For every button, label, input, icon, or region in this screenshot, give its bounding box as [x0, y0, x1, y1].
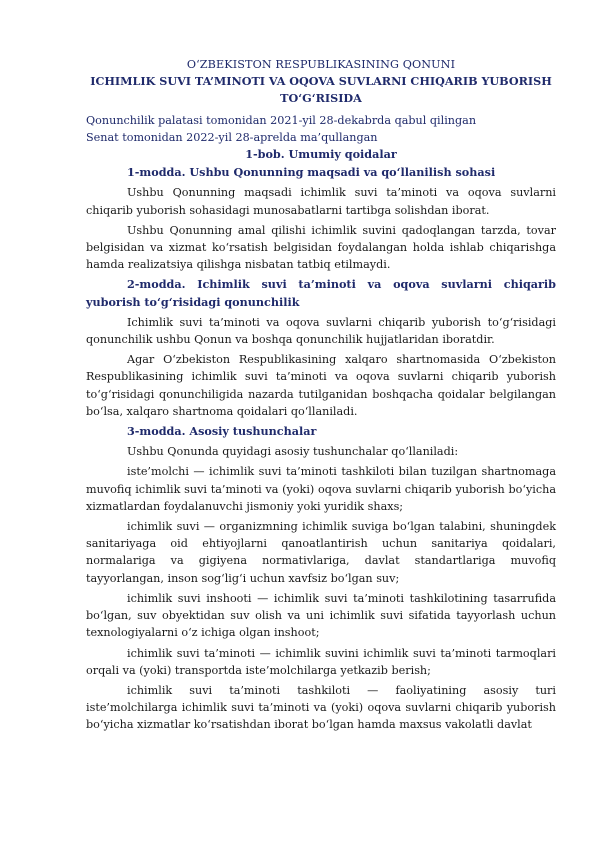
- definition-paragraph: ichimlik suvi ta’minoti tashkiloti — faoliyatining asosiy turi iste’molchilarga ichimlik suvi ta’minoti va (yoki) oqova suvlarni chiqarib yuborish bo‘yicha xizmatlar ko‘rsatishdan iborat bo‘lgan hamda maxsus vakolatli davlat: [86, 683, 556, 732]
- definition-paragraph: iste’molchi — ichimlik suvi ta’minoti tashkiloti bilan tuzilgan shartnomaga muvofiq ichimlik suvi ta’minoti va (yoki) oqova suvlarni chiqarib yuborish bo‘yicha xizmatlardan foydalanuvchi jismoniy yoki yuridik shaxs;: [86, 465, 556, 513]
- article-2-paragraph: Ichimlik suvi ta’minoti va oqova suvlarni chiqarib yuborish to‘g‘risidagi qonunchilik ushbu Qonun va boshqa qonunchilik hujjatlaridan iboratdir.: [86, 315, 556, 347]
- article-2-paragraph: Agar O‘zbekiston Respublikasining xalqaro shartnomasida O‘zbekiston Respublikasining ichimlik suvi ta’minoti va oqova suvlarni chiqarib yuborish to‘g‘risidagi qonunchiligida nazarda tutilganidan boshqacha qoidalar belgilangan bo‘lsa, xalqaro shartnoma qoidalari qo‘llaniladi.: [86, 353, 556, 418]
- definition-paragraph: ichimlik suvi ta’minoti — ichimlik suvini ichimlik suvi ta’minoti tarmoqlari orqali va (yoki) transportda iste’molchilarga yetkazib berish;: [86, 646, 556, 677]
- article-3-title: 3-modda. Asosiy tushunchalar: [127, 424, 317, 439]
- article-3-paragraph: Ushbu Qonunda quyidagi asosiy tushunchalar qo‘llaniladi:: [127, 445, 459, 459]
- article-1-paragraph: Ushbu Qonunning maqsadi ichimlik suvi ta’minoti va oqova suvlarni chiqarib yuborish sohasidagi munosabatlarni tartibga solishdan iborat.: [86, 186, 556, 217]
- article-2-title: 2-modda. Ichimlik suvi ta’minoti va oqova suvlarni chiqarib yuborish to‘g‘risidagi qonunchilik: [86, 277, 556, 309]
- law-title: ICHIMLIK SUVI TA’MINOTI VA OQOVA SUVLARNI CHIQARIB YUBORISH TO‘G‘RISIDA: [90, 74, 552, 106]
- adoption-note: Qonunchilik palatasi tomonidan 2021-yil 28-dekabrda qabul qilingan: [86, 113, 477, 127]
- definition-paragraph: ichimlik suvi — organizmning ichimlik suviga bo‘lgan talabini, shuningdek sanitariyaga oid ehtiyojlarni qanoatlantirish uchun sanitariya qoidalari, normalariga va gigiyena normativlariga, davlat standartlariga muvofiq tayyorlangan, inson sog‘lig‘i uchun xavfsiz bo‘lgan suv;: [86, 520, 556, 585]
- article-1-title: 1-modda. Ushbu Qonunning maqsadi va qo‘llanilish sohasi: [127, 165, 496, 180]
- law-label: O‘ZBEKISTON RESPUBLIKASINING QONUNI: [186, 58, 456, 71]
- definition-paragraph: ichimlik suvi inshooti — ichimlik suvi ta’minoti tashkilotining tasarrufida bo‘lgan, suv obyektidan suv olish va uni ichimlik suvi sifatida tayyorlash uchun texnologiyalarni o‘z ichiga olgan inshoot;: [86, 591, 556, 640]
- chapter-heading: 1-bob. Umumiy qoidalar: [245, 147, 397, 162]
- document-page: [86, 56, 556, 734]
- approval-note: Senat tomonidan 2022-yil 28-aprelda ma’qullangan: [86, 130, 378, 144]
- article-1-paragraph: Ushbu Qonunning amal qilishi ichimlik suvini qadoqlangan tarzda, tovar belgisidan va xizmat ko‘rsatish belgisidan foydalangan holda ishlab chiqarishga hamda realizatsiya qilishga nisbatan tatbiq etilmaydi.: [86, 223, 556, 272]
